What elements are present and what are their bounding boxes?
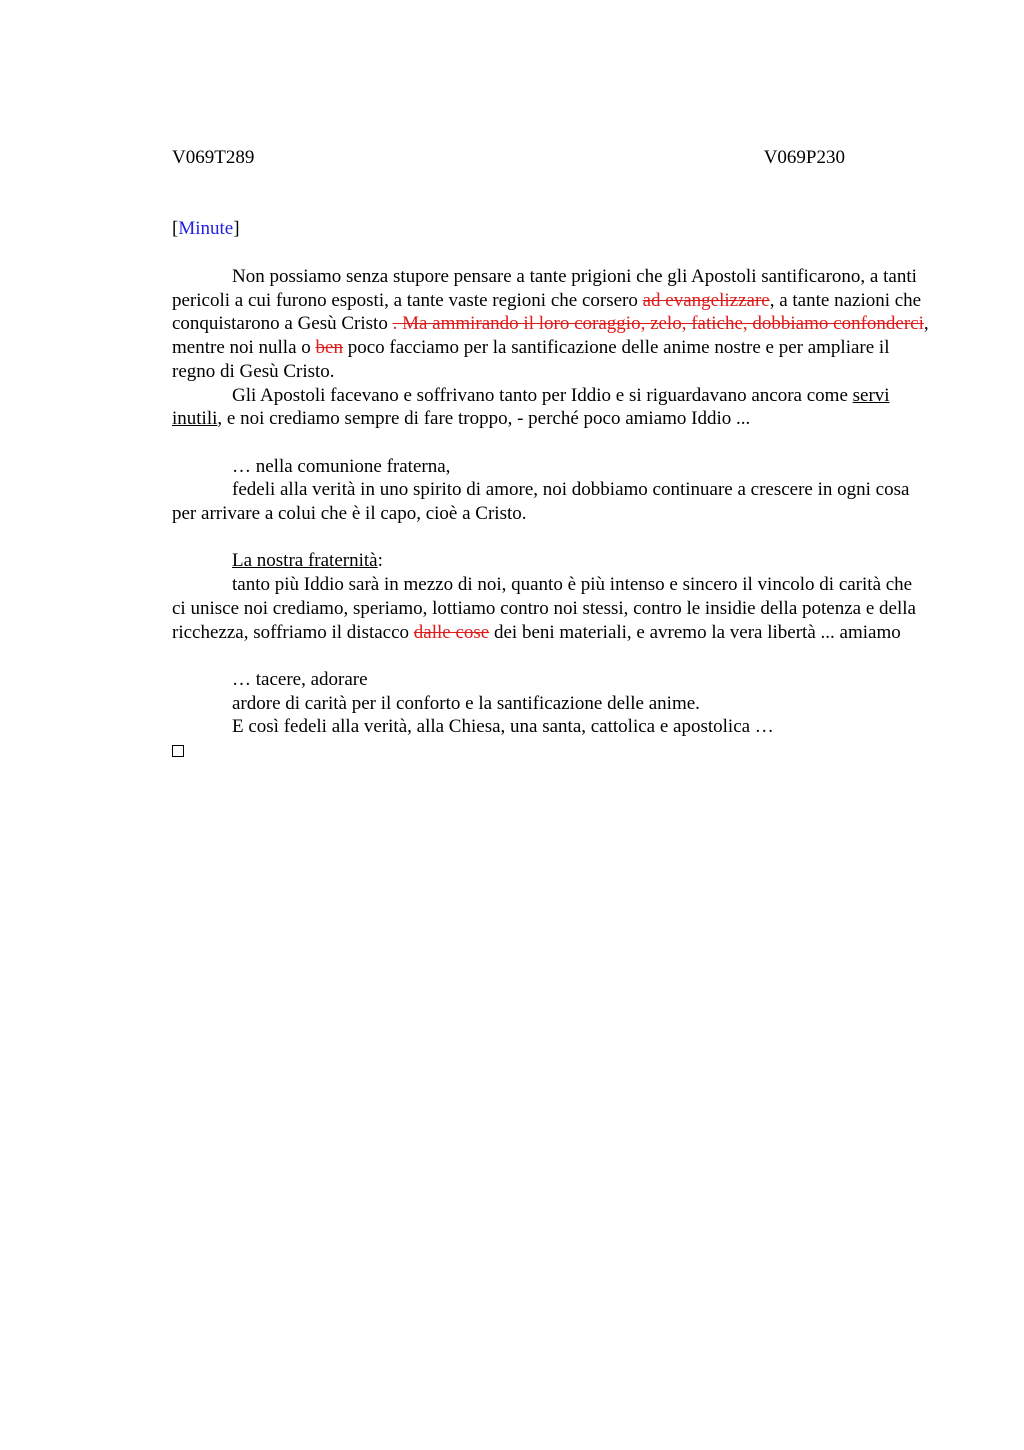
document-body bbox=[172, 265, 930, 764]
end-box-icon bbox=[172, 745, 184, 757]
text-run: poco facciamo per la santificazione delle anime nostre e per ampliare il regno di Gesù Cristo. bbox=[172, 337, 890, 382]
text-run: Non possiamo senza stupore pensare a tante prigioni che gli Apostoli santificarono, a tanti pericoli a cui furono esposti, a tante vaste regioni che corsero bbox=[172, 266, 917, 311]
underlined-text: servi inutili bbox=[172, 384, 890, 430]
paragraph-apostoli-1 bbox=[172, 265, 930, 384]
spacer bbox=[172, 431, 930, 455]
paragraph-comunione: … nella comunione fraterna, bbox=[232, 455, 451, 477]
minute-bracket-open: [ bbox=[172, 218, 179, 239]
text-run: , e noi crediamo sempre di fare troppo, - perché poco amiamo Iddio ... bbox=[217, 408, 751, 430]
spacer bbox=[172, 526, 930, 550]
deleted-text: ad evangelizzare bbox=[642, 289, 770, 311]
text-run: Gli Apostoli facevano e soffrivano tanto per Iddio e si riguardavano ancora come bbox=[232, 384, 853, 406]
code-right: V069P230 bbox=[763, 147, 845, 168]
deleted-text: . Ma ammirando il loro coraggio, zelo, fatiche, dobbiamo confonderci bbox=[392, 313, 924, 335]
minute-tag bbox=[172, 217, 240, 240]
text-run: , a tante nazioni che conquistarono a Gesù Cristo bbox=[172, 289, 922, 335]
paragraph-apostoli-2 bbox=[172, 384, 930, 431]
underlined-text: La nostra fraternità bbox=[232, 550, 378, 572]
minute-label: Minute bbox=[178, 218, 234, 239]
paragraph-fedeli: fedeli alla verità in uno spirito di amore, noi dobbiamo continuare a crescere in ogni cosa per arrivare a colui che è il capo, cioè a Cristo. bbox=[172, 479, 910, 525]
text-run: : bbox=[377, 550, 383, 572]
paragraph-chiesa: E così fedeli alla verità, alla Chiesa, una santa, cattolica e apostolica … bbox=[232, 716, 774, 738]
spacer bbox=[172, 644, 930, 668]
text-run: tanto più Iddio sarà in mezzo di noi, quanto è più intenso e sincero il vincolo di carità che ci unisce noi crediamo, speriamo, lottiamo contro noi stessi, contro le insidie della potenza e della ricchezza, soffriamo il distacco bbox=[172, 574, 916, 643]
paragraph-tacere: … tacere, adorare bbox=[232, 668, 368, 690]
deleted-text: dalle cose bbox=[413, 621, 490, 643]
paragraph-fraternita bbox=[172, 573, 930, 644]
code-left: V069T289 bbox=[172, 147, 255, 168]
heading-fraternita bbox=[172, 549, 930, 573]
text-run: , mentre noi nulla o bbox=[172, 313, 929, 359]
minute-bracket-close: ] bbox=[233, 218, 240, 239]
end-marker bbox=[172, 739, 930, 764]
paragraph-ardore: ardore di carità per il conforto e la santificazione delle anime. bbox=[232, 692, 700, 714]
text-run: dei beni materiali, e avremo la vera libertà ... amiamo bbox=[489, 621, 901, 643]
deleted-text: ben bbox=[315, 337, 343, 359]
